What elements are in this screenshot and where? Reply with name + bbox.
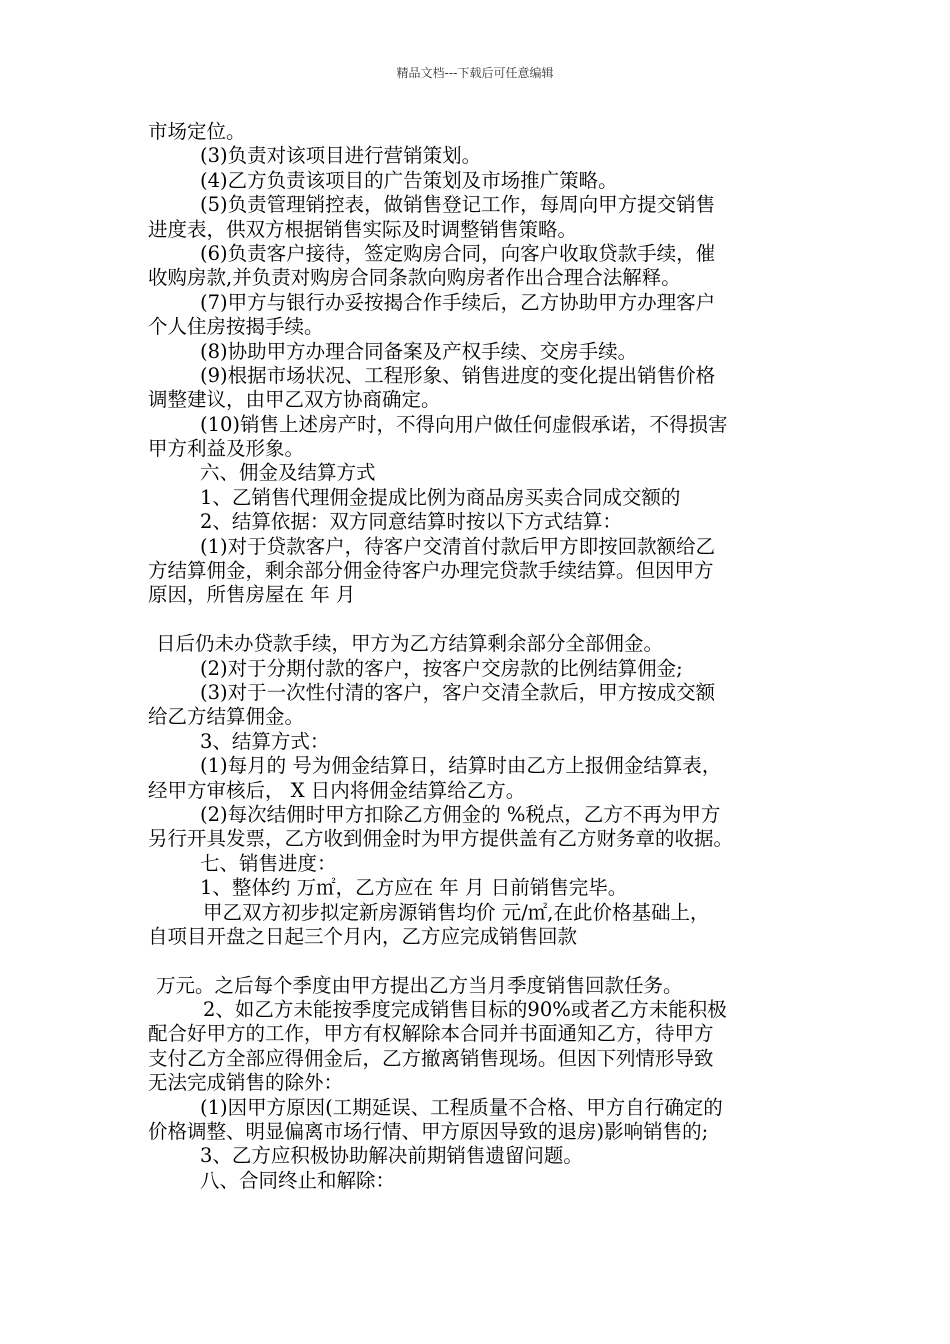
text-line: 3、乙方应积极协助解决前期销售遗留问题。 — [200, 1144, 583, 1168]
text-line: (9)根据市场状况、工程形象、销售进度的变化提出销售价格 — [200, 363, 716, 387]
section-heading: 六、佣金及结算方式 — [200, 461, 376, 485]
text-line: (3)对于一次性付清的客户，客户交清全款后，甲方按成交额 — [200, 680, 716, 704]
text-line: (4)乙方负责该项目的广告策划及市场推广策略。 — [200, 168, 618, 192]
text-line: 3、结算方式： — [200, 729, 330, 753]
text-line: 1、乙销售代理佣金提成比例为商品房买卖合同成交额的 — [200, 485, 681, 509]
text-line: 日后仍未办贷款手续，甲方为乙方结算剩余部分全部佣金。 — [156, 632, 664, 656]
text-line: 调整建议，由甲乙双方协商确定。 — [148, 388, 441, 412]
text-line: 进度表，供双方根据销售实际及时调整销售策略。 — [148, 217, 578, 241]
text-line: (2)对于分期付款的客户，按客户交房款的比例结算佣金; — [200, 656, 683, 680]
text-line: 无法完成销售的除外： — [148, 1071, 344, 1095]
text-line: 原因，所售房屋在 年 月 — [148, 583, 356, 607]
section-heading: 八、合同终止和解除： — [200, 1168, 396, 1192]
blank-line — [148, 608, 818, 632]
text-line: (8)协助甲方办理合同备案及产权手续、交房手续。 — [200, 339, 638, 363]
text-line: 自项目开盘之日起三个月内，乙方应完成销售回款 — [148, 924, 578, 948]
document-body — [148, 120, 818, 1193]
text-line: 1、整体约 万㎡，乙方应在 年 月 日前销售完毕。 — [200, 876, 628, 900]
text-line: 市场定位。 — [148, 120, 246, 143]
blank-line — [148, 949, 818, 973]
text-line: 方结算佣金，剩余部分佣金待客户办理完贷款手续结算。但因甲方 — [148, 559, 714, 583]
text-line: (10)销售上述房产时，不得向用户做任何虚假承诺，不得损害 — [200, 412, 728, 436]
text-line: 2、如乙方未能按季度完成销售目标的90%或者乙方未能积极 — [203, 998, 727, 1022]
page-header: 精品文档---下载后可任意编辑 — [396, 66, 554, 80]
text-line: 给乙方结算佣金。 — [148, 705, 305, 729]
text-line: 收购房款,并负责对购房合同条款向购房者作出合理合法解释。 — [148, 266, 681, 290]
text-line: (5)负责管理销控表，做销售登记工作，每周向甲方提交销售 — [200, 193, 716, 217]
text-line: 价格调整、明显偏离市场行情、甲方原因导致的退房)影响销售的; — [148, 1120, 709, 1144]
text-line: 经甲方审核后， X 日内将佣金结算给乙方。 — [148, 778, 526, 802]
text-line: 另行开具发票，乙方收到佣金时为甲方提供盖有乙方财务章的收据。 — [148, 827, 734, 851]
text-line: (2)每次结佣时甲方扣除乙方佣金的 %税点，乙方不再为甲方 — [200, 802, 721, 826]
text-line: (7)甲方与银行办妥按揭合作手续后，乙方协助甲方办理客户 — [200, 290, 716, 314]
section-heading: 七、销售进度： — [200, 851, 337, 875]
text-line: 甲乙双方初步拟定新房源销售均价 元/㎡,在此价格基础上， — [203, 900, 710, 924]
text-line: (6)负责客户接待，签定购房合同，向客户收取贷款手续，催 — [200, 241, 716, 265]
text-line: 个人住房按揭手续。 — [148, 315, 324, 339]
text-line: 甲方利益及形象。 — [148, 437, 305, 461]
text-line: (1)因甲方原因(工期延误、工程质量不合格、甲方自行确定的 — [200, 1095, 723, 1119]
text-line: 配合好甲方的工作，甲方有权解除本合同并书面通知乙方，待甲方 — [148, 1022, 714, 1046]
text-line: (1)每月的 号为佣金结算日，结算时由乙方上报佣金结算表， — [200, 754, 722, 778]
text-line: 万元。之后每个季度由甲方提出乙方当月季度销售回款任务。 — [156, 973, 683, 997]
text-line: (3)负责对该项目进行营销策划。 — [200, 144, 482, 168]
text-line: 支付乙方全部应得佣金后，乙方撤离销售现场。但因下列情形导致 — [148, 1046, 714, 1070]
text-line: (1)对于贷款客户，待客户交清首付款后甲方即按回款额给乙 — [200, 534, 716, 558]
text-line: 2、结算依据：双方同意结算时按以下方式结算： — [200, 510, 622, 534]
